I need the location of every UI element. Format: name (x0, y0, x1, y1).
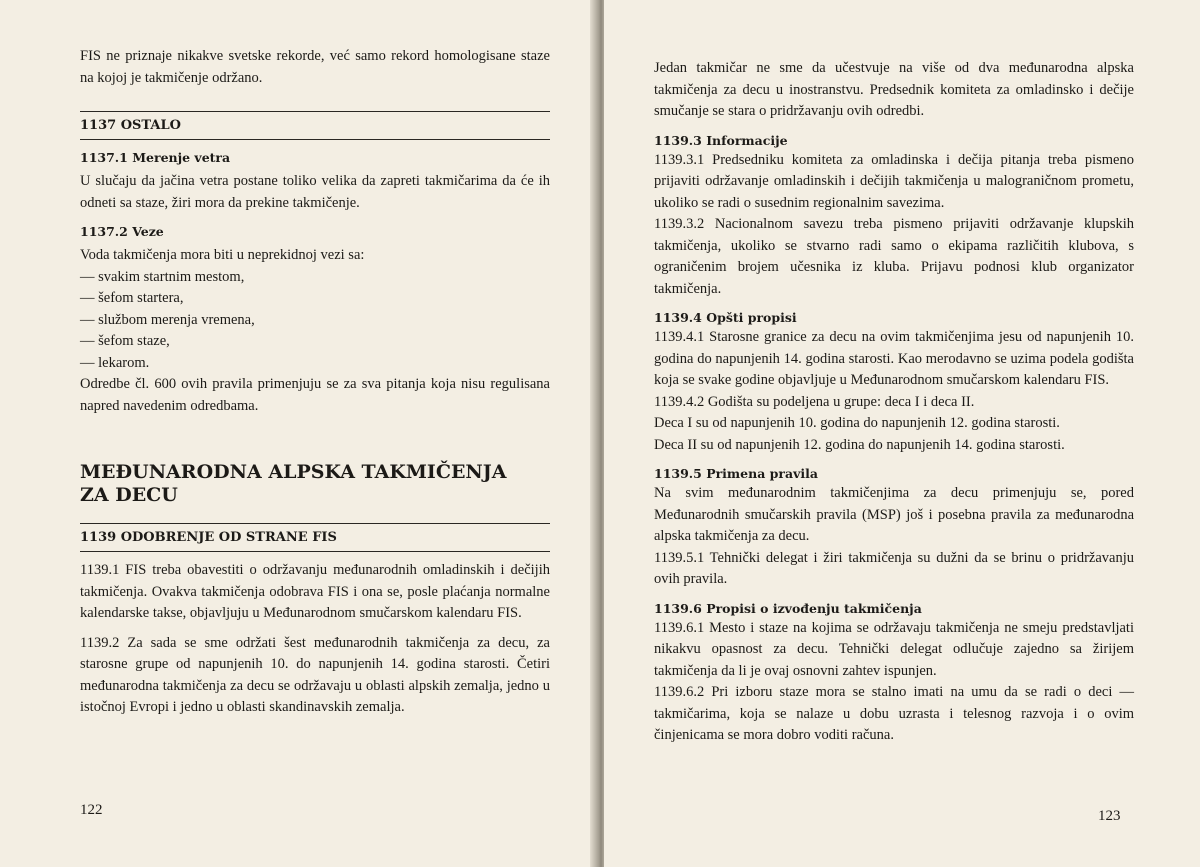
subsection-heading-1137-1: 1137.1 Merenje vetra (80, 150, 231, 165)
left-column (80, 46, 550, 719)
list-item: — šefom startera, (80, 290, 184, 306)
right-column (654, 58, 1134, 747)
list-item: — lekarom. (80, 354, 150, 371)
paragraph-1139-4-2b: Deca II su od napunjenih 12. godina do napunjenih 14. godina starosti. (654, 436, 1065, 453)
subsection-heading-1137-2: 1137.2 Veze (80, 224, 164, 239)
paragraph-1137-1: U slučaju da jačina vetra postane toliko velika da zapreti takmičarima da će ih odneti sa staze, žiri mora da prekine takmičenje. (80, 173, 550, 211)
list-item: — svakim startnim mestom, (80, 268, 245, 285)
section-rule (80, 139, 550, 140)
subsection-heading-1139-6: 1139.6 Propisi o izvođenju takmičenja (654, 600, 922, 616)
paragraph-1139-3-1: 1139.3.1 Predsedniku komiteta za omladinska i dečija pitanja treba pismeno prijaviti održavanje omladinskih i dečijih takmičenja u malograničnom prometu, ukoliko se radi o susednim regionalnim savezima. (654, 151, 1134, 211)
paragraph-1139-2: 1139.2 Za sada se sme održati šest međunarodnih takmičenja za decu, za starosne grupe od napunjenih 10. do napunjenih 14. godina starosti. Četiri međunarodna takmičenja za decu se održavaju u oblasti alpskih zemalja, jedno u istočnoj Evropi i jedno u oblasti skandinavskih zemalja. (80, 634, 550, 715)
paragraph-1137-2-after: Odredbe čl. 600 ovih pravila primenjuju se za sva pitanja koja nisu regulisana napred navedenim odredbama. (80, 376, 550, 414)
paragraph-1139-1: 1139.1 FIS treba obavestiti o održavanju međunarodnih omladinskih i dečijih takmičenja. Ovakva takmičenja odobrava FIS i ona se, posle plaćanja normalne kalendarske takse, objavljuju u Međunarodnom smučarskom kalendaru FIS. (80, 562, 550, 621)
subsection-heading-1139-5: 1139.5 Primena pravila (654, 466, 818, 481)
right-page (604, 0, 1200, 867)
paragraph-1139-4-2: 1139.4.2 Godišta su podeljena u grupe: deca I i deca II. (654, 393, 975, 410)
section-heading-1139: 1139 ODOBRENJE OD STRANE FIS (80, 530, 337, 545)
paragraph-1139-4-1: 1139.4.1 Starosne granice za decu na ovim takmičenjima jesu od napunjenih 10. godina do napunjenih 14. godina starosti. Kao merodavno se uzima podela godišta koja se svake godine objavljuje u Međunarodnom smučarskom kalendaru FIS. (654, 329, 1134, 388)
chapter-title-line-1: MEĐUNARODNA ALPSKA TAKMIČENJA (80, 461, 507, 483)
chapter-title-line-2: ZA DECU (80, 484, 178, 506)
list-item: — službom merenja vremena, (80, 311, 255, 328)
left-page (0, 0, 596, 867)
chapter-title (80, 461, 550, 507)
left-intro: FIS ne priznaje nikakve svetske rekorde, već samo rekord homologisane staze na kojoj je takmičenje održano. (80, 48, 550, 86)
paragraph-1139-5: Na svim međunarodnim takmičenjima za decu primenjuju se, pored Međunarodnih smučarskih pravila (MSP) još i posebna pravila za međunarodna alpska takmičenja za decu. (654, 485, 1134, 544)
right-intro: Jedan takmičar ne sme da učestvuje na više od dva međunarodna alpska takmičenja za decu u inostranstvu. Predsednik komiteta za omladinsko i dečije smučanje se stara o pridržavanju ovih odredbi. (654, 60, 1134, 119)
page-number-right: 123 (1098, 808, 1121, 824)
paragraph-1139-5-1: 1139.5.1 Tehnički delegat i žiri takmičenja su dužni da se brinu o pridržavanju ovih pravila. (654, 549, 1134, 587)
section-heading-1137: 1137 OSTALO (80, 118, 181, 133)
paragraph-1139-6-2: 1139.6.2 Pri izboru staze mora se stalno imati na umu da se radi o deci — takmičarima, koja se nalaze u dobu uzrasta i telesnog razvoja i o ovim činjenicama se mora dobro voditi računa. (654, 684, 1134, 743)
subsection-heading-1139-3: 1139.3 Informacije (654, 132, 788, 148)
paragraph-1139-6-1: 1139.6.1 Mesto i staze na kojima se održavaju takmičenja ne smeju predstavljati nikakvu opasnost za decu. Tehnički delegat odlučuje zajedno sa žirijem takmičenja da li je ovaj osnovni zahtev ispunjen. (654, 619, 1134, 679)
page-number-left: 122 (80, 802, 103, 818)
paragraph-1139-4-2a: Deca I su od napunjenih 10. godina do napunjenih 12. godina starosti. (654, 415, 1060, 431)
contact-list (80, 267, 550, 375)
paragraph-1139-3-2: 1139.3.2 Nacionalnom savezu treba pismeno prijaviti održavanje klupskih takmičenja, ukoliko se stvarno radi samo o ekipama različitih klubova, s ograničenim brojem učesnika iz kluba. Prijavu podnosi klub organizator takmičenja. (654, 216, 1134, 297)
paragraph-1137-2: Voda takmičenja mora biti u neprekidnoj vezi sa: (80, 247, 365, 263)
subsection-heading-1139-4: 1139.4 Opšti propisi (654, 310, 797, 325)
list-item: — šefom staze, (80, 333, 170, 349)
